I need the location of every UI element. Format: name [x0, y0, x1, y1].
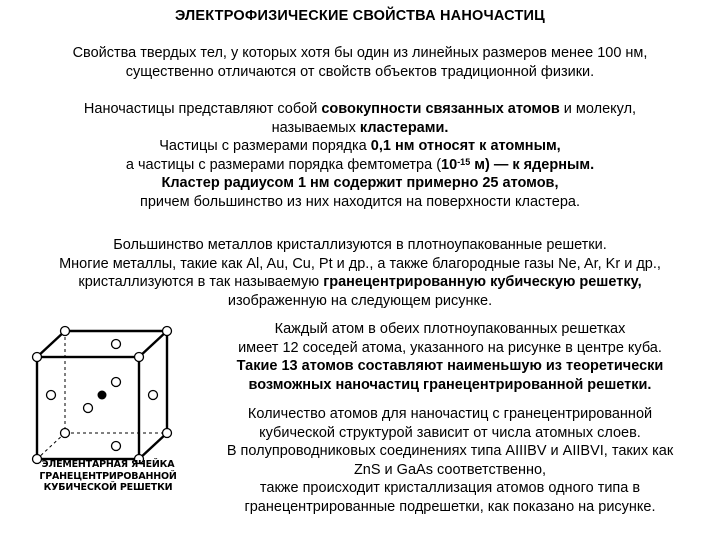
- text-line: называемых кластерами.: [271, 119, 449, 136]
- hidden-edge: [37, 433, 65, 459]
- paragraph-intro: [20, 44, 700, 81]
- face-atom: [112, 442, 121, 451]
- face-atom: [47, 391, 56, 400]
- text-line: изображенную на следующем рисунке.: [227, 292, 493, 309]
- text-line: ZnS и GaAs соответственно,: [353, 461, 547, 478]
- text-line: гранецентрированные подрешетки, как показано на рисунке.: [244, 498, 656, 515]
- caption-line: ЭЛЕМЕНТАРНАЯ ЯЧЕЙКА: [41, 459, 175, 470]
- text-line: Многие металлы, такие как Al, Au, Cu, Pt и др., а также благородные газы Ne, Ar, Kr и др.,: [59, 255, 661, 272]
- text-line: причем большинство из них находится на поверхности кластера.: [139, 193, 581, 210]
- paragraph-semiconductors: [200, 405, 700, 516]
- corner-atom: [135, 353, 144, 362]
- text-line: а частицы с размерами порядка фемтометра ($10^{-15}$ м) — к ядерным.: [125, 156, 595, 173]
- face-atom: [149, 391, 158, 400]
- cube-edge: [139, 331, 167, 357]
- paragraph-metals: [10, 236, 710, 310]
- text-line: кристаллизуются в так называемую гранецентрированную кубическую решетку,: [78, 274, 642, 290]
- page-title: ЭЛЕКТРОФИЗИЧЕСКИЕ СВОЙСТВА НАНОЧАСТИЦ: [175, 8, 545, 24]
- caption-line: ГРАНЕЦЕНТРИРОВАННОЙ: [39, 470, 177, 482]
- text-line-bold: Такие 13 атомов составляют наименьшую из теоретически: [236, 358, 664, 374]
- text-line: Свойства твердых тел, у которых хотя бы один из линейных размеров менее 100 нм,: [72, 45, 648, 61]
- text-line: Количество атомов для наночастиц с гранецентрированной: [247, 406, 653, 422]
- corner-atom: [163, 327, 172, 336]
- central-atom: [98, 391, 107, 400]
- face-atom: [84, 404, 93, 413]
- text-line: Наночастицы представляют собой совокупности связанных атомов и молекул,: [83, 101, 637, 117]
- text-line: существенно отличаются от свойств объектов традиционной физики.: [125, 63, 595, 80]
- caption-line: КУБИЧЕСКОЙ РЕШЕТКИ: [43, 482, 173, 493]
- face-atom: [112, 378, 121, 387]
- text-line: кубической структурой зависит от числа атомных слоев.: [259, 424, 641, 441]
- corner-atom: [163, 429, 172, 438]
- text-line: имеет 12 соседей атома, указанного на рисунке в центре куба.: [238, 339, 662, 356]
- fcc-unit-cell-figure: [22, 316, 222, 536]
- cube-edge: [37, 331, 65, 357]
- text-line: Частицы с размерами порядка 0,1 нм относят к атомным,: [159, 138, 561, 154]
- text-line: В полупроводниковых соединениях типа AIIIBV и AIIBVI, таких как: [226, 443, 674, 459]
- corner-atom: [33, 353, 42, 362]
- cube-edge: [139, 433, 167, 459]
- paragraph-neighbors: [200, 320, 700, 394]
- text-line: Каждый атом в обеих плотноупакованных решетках: [274, 321, 626, 337]
- corner-atom: [61, 327, 70, 336]
- figure-caption: [38, 459, 178, 494]
- fcc-cube-diagram: [22, 316, 222, 536]
- text-line-bold: возможных наночастиц гранецентрированной решетки.: [248, 376, 652, 393]
- face-atom: [112, 340, 121, 349]
- text-line-bold: Кластер радиусом 1 нм содержит примерно 25 атомов,: [161, 175, 559, 191]
- text-line: Большинство металлов кристаллизуются в плотноупакованные решетки.: [113, 237, 607, 253]
- paragraph-clusters: [20, 100, 700, 211]
- text-line: также происходит кристаллизация атомов одного типа в: [259, 480, 641, 496]
- corner-atom: [61, 429, 70, 438]
